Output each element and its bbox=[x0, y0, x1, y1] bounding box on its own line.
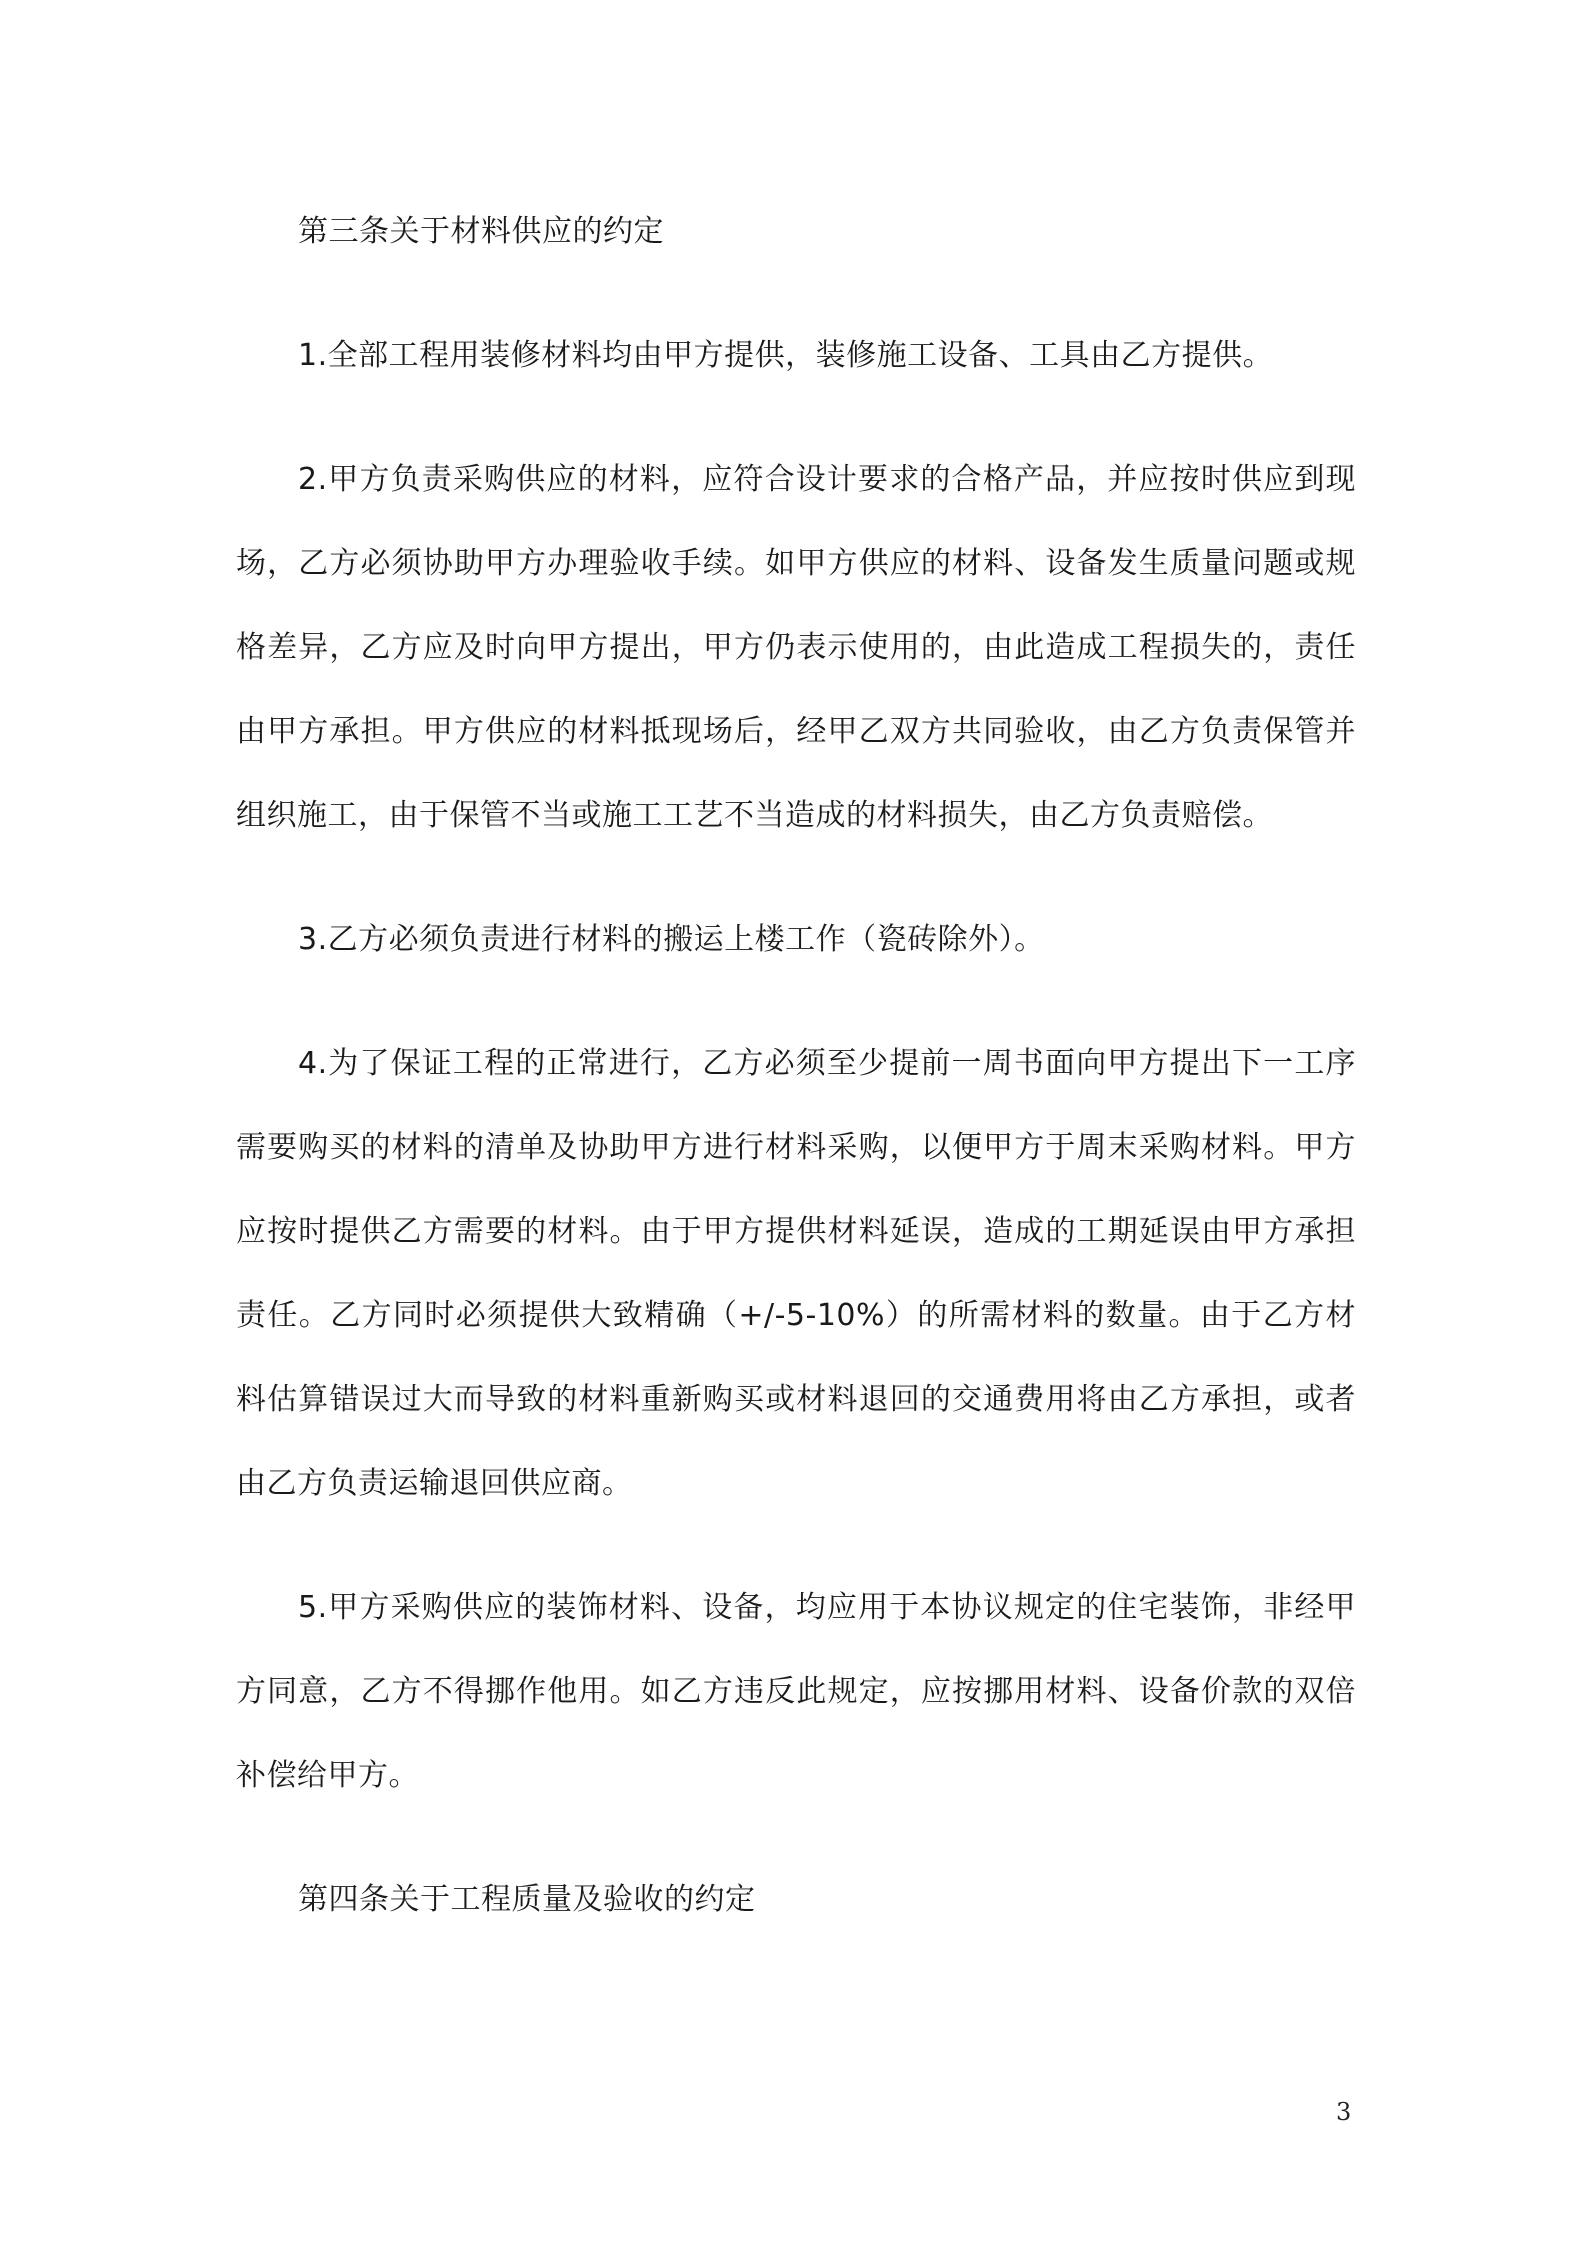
article-3-heading: 第三条关于材料供应的约定 bbox=[298, 214, 664, 249]
document-body bbox=[236, 190, 1356, 1982]
article-3-item-1: 1.全部工程用装修材料均由甲方提供，装修施工设备、工具由乙方提供。 bbox=[298, 338, 1274, 373]
article-3-item-4: 4.为了保证工程的正常进行，乙方必须至少提前一周书面向甲方提出下一工序需要购买的材料的清单及协助甲方进行材料采购，以便甲方于周末采购材料。甲方应按时提供乙方需要的材料。由于甲方提供材料延误，造成的工期延误由甲方承担责任。乙方同时必须提供大致精确（+/-5-10%）的所需材料的数量。由于乙方材料估算错误过大而导致的材料重新购买或材料退回的交通费用将由乙方承担，或者由乙方负责运输退回供应商。 bbox=[236, 1046, 1356, 1501]
article-3-item-3: 3.乙方必须负责进行材料的搬运上楼工作（瓷砖除外）。 bbox=[298, 922, 1045, 957]
article-3-item-2: 2.甲方负责采购供应的材料，应符合设计要求的合格产品，并应按时供应到现场，乙方必须协助甲方办理验收手续。如甲方供应的材料、设备发生质量问题或规格差异，乙方应及时向甲方提出，甲方仍表示使用的，由此造成工程损失的，责任由甲方承担。甲方供应的材料抵现场后，经甲乙双方共同验收，由乙方负责保管并组织施工，由于保管不当或施工工艺不当造成的材料损失，由乙方负责赔偿。 bbox=[236, 462, 1356, 833]
article-4-heading: 第四条关于工程质量及验收的约定 bbox=[298, 1882, 756, 1917]
article-3-item-5: 5.甲方采购供应的装饰材料、设备，均应用于本协议规定的住宅装饰，非经甲方同意，乙方不得挪作他用。如乙方违反此规定，应按挪用材料、设备价款的双倍补偿给甲方。 bbox=[236, 1590, 1356, 1793]
page-number: 3 bbox=[1336, 2098, 1352, 2126]
